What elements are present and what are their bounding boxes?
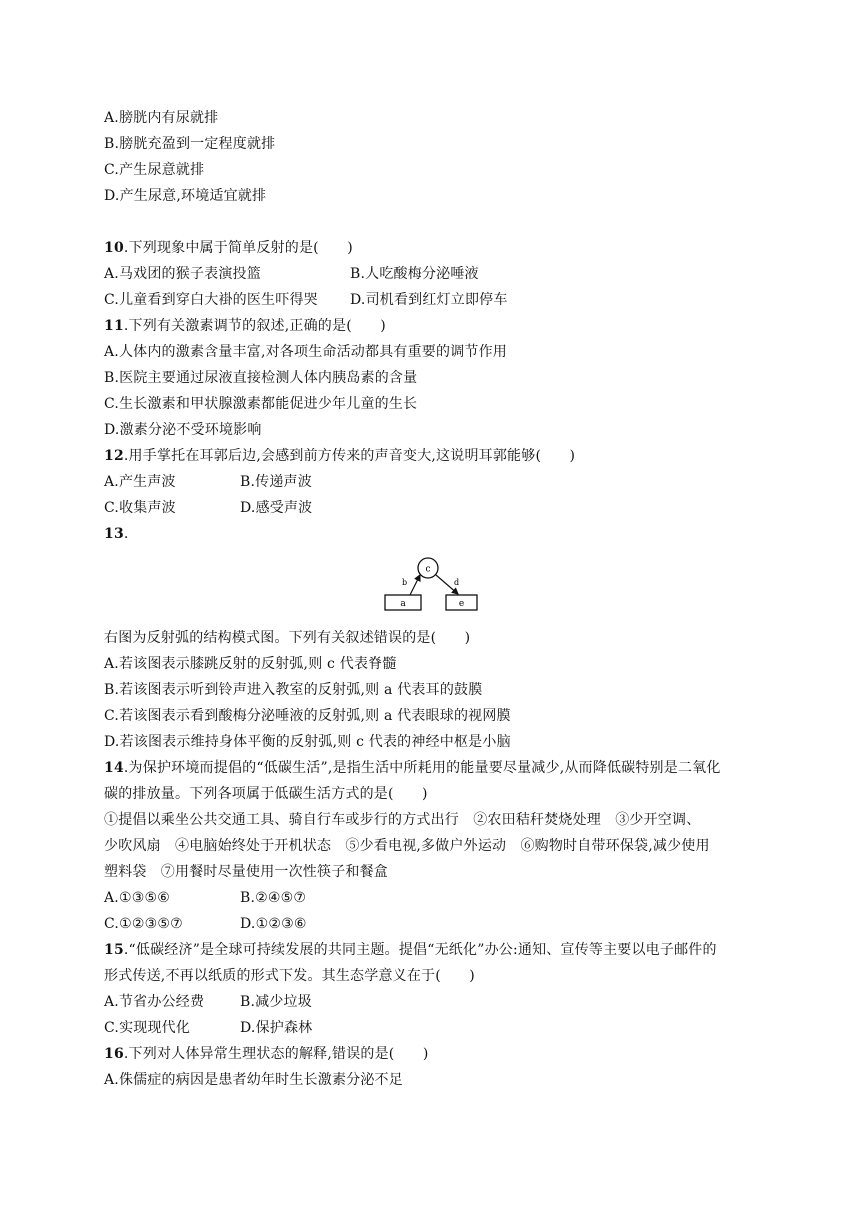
- q14-options-row-1: [104, 888, 307, 908]
- q12-options-row-2: [104, 498, 313, 518]
- q15-options-row-2: [104, 1018, 313, 1038]
- q11-stem: [104, 316, 386, 336]
- q14-option-a: A.①③⑤⑥: [104, 890, 170, 906]
- q15-stem-line-2: 形式传送,不再以纸质的形式下发。其生态学意义在于( ): [104, 968, 475, 984]
- q11-number: 11: [104, 318, 124, 334]
- q11-option-d: D.激素分泌不受环境影响: [104, 422, 262, 438]
- label-d: d: [454, 578, 460, 587]
- q13-option-b: B.若该图表示听到铃声进入教室的反射弧,则 a 代表耳的鼓膜: [104, 682, 483, 698]
- q15-stem-line-1: [104, 940, 717, 960]
- label-c: c: [425, 564, 431, 575]
- q12-stem-text: .用手掌托在耳郭后边,会感到前方传来的声音变大,这说明耳郭能够( ): [123, 448, 576, 464]
- q13-option-d: D.若该图表示维持身体平衡的反射弧,则 c 代表的神经中枢是小脑: [104, 734, 511, 750]
- q13-number-line: [104, 524, 129, 544]
- q15-option-c: C.实现现代化: [104, 1020, 191, 1036]
- reflex-arc-diagram: [380, 552, 484, 614]
- q15-stem-text-1: .“低碳经济”是全球可持续发展的共同主题。提倡“无纸化”办公:通知、宣传等主要以电子邮件的: [123, 942, 717, 958]
- q15-option-a: A.节省办公经费: [104, 994, 205, 1010]
- q14-items-line-2: 少吹风扇 ④电脑始终处于开机状态 ⑤少看电视,多做户外运动 ⑥购物时自带环保袋,减少使用: [104, 838, 710, 854]
- arrow-b: [410, 575, 420, 595]
- q16-number: 16: [104, 1046, 124, 1062]
- q12-option-a: A.产生声波: [104, 474, 176, 490]
- q9-option-b: B.膀胱充盈到一定程度就排: [104, 136, 276, 152]
- q12-number: 12: [104, 448, 124, 464]
- q10-option-b: B.人吃酸梅分泌唾液: [350, 266, 479, 282]
- label-e: e: [458, 599, 465, 609]
- q11-stem-text: .下列有关激素调节的叙述,正确的是( ): [123, 318, 386, 334]
- q16-option-a: A.侏儒症的病因是患者幼年时生长激素分泌不足: [104, 1072, 403, 1088]
- q13-stem: 右图为反射弧的结构模式图。下列有关叙述错误的是( ): [104, 630, 471, 646]
- q10-option-a: A.马戏团的猴子表演投篮: [104, 266, 261, 282]
- q14-stem-text-1: .为保护环境而提倡的“低碳生活”,是指生活中所耗用的能量要尽量减少,从而降低碳特别是二氧化: [123, 760, 721, 776]
- q10-options-row-2: [104, 290, 508, 310]
- q10-options-row-1: [104, 264, 479, 284]
- label-b: b: [402, 578, 408, 587]
- q12-option-c: C.收集声波: [104, 500, 176, 516]
- q14-stem-line-2: 碳的排放量。下列各项属于低碳生活方式的是( ): [104, 786, 428, 802]
- q10-option-d: D.司机看到红灯立即停车: [350, 292, 508, 308]
- q13-number: 13: [104, 526, 124, 542]
- q14-stem-line-1: [104, 758, 721, 778]
- q9-option-c: C.产生尿意就排: [104, 162, 205, 178]
- q14-number: 14: [104, 760, 124, 776]
- q10-option-c: C.儿童看到穿白大褂的医生吓得哭: [104, 292, 318, 308]
- label-a: a: [400, 599, 406, 609]
- q9-option-a: A.膀胱内有尿就排: [104, 110, 219, 126]
- q14-items-line-3: 塑料袋 ⑦用餐时尽量使用一次性筷子和餐盒: [104, 864, 388, 880]
- q14-option-c: C.①②③⑤⑦: [104, 916, 183, 932]
- q11-option-a: A.人体内的激素含量丰富,对各项生命活动都具有重要的调节作用: [104, 344, 508, 360]
- q10-number: 10: [104, 240, 124, 256]
- q14-items-line-1: ①提倡以乘坐公共交通工具、骑自行车或步行的方式出行 ②农田秸秆焚烧处理 ③少开空调、: [104, 812, 701, 828]
- q11-option-c: C.生长激素和甲状腺激素都能促进少年儿童的生长: [104, 396, 418, 412]
- q12-stem: [104, 446, 575, 466]
- q14-option-b: B.②④⑤⑦: [240, 890, 307, 906]
- q15-number: 15: [104, 942, 124, 958]
- q12-option-b: B.传递声波: [240, 474, 312, 490]
- q12-option-d: D.感受声波: [240, 500, 313, 516]
- q11-option-b: B.医院主要通过尿液直接检测人体内胰岛素的含量: [104, 370, 418, 386]
- q12-options-row-1: [104, 472, 312, 492]
- q13-number-suffix: .: [123, 526, 129, 542]
- q14-option-d: D.①②③⑥: [240, 916, 307, 932]
- q15-option-d: D.保护森林: [240, 1020, 313, 1036]
- q9-option-d: D.产生尿意,环境适宜就排: [104, 188, 267, 204]
- q14-options-row-2: [104, 914, 307, 934]
- q16-stem: [104, 1044, 429, 1064]
- q10-stem: [104, 238, 353, 258]
- q15-options-row-1: [104, 992, 312, 1012]
- q10-stem-text: .下列现象中属于简单反射的是( ): [123, 240, 353, 256]
- q13-option-c: C.若该图表示看到酸梅分泌唾液的反射弧,则 a 代表眼球的视网膜: [104, 708, 511, 724]
- q13-option-a: A.若该图表示膝跳反射的反射弧,则 c 代表脊髓: [104, 656, 397, 672]
- q15-option-b: B.减少垃圾: [240, 994, 312, 1010]
- q16-stem-text: .下列对人体异常生理状态的解释,错误的是( ): [123, 1046, 429, 1062]
